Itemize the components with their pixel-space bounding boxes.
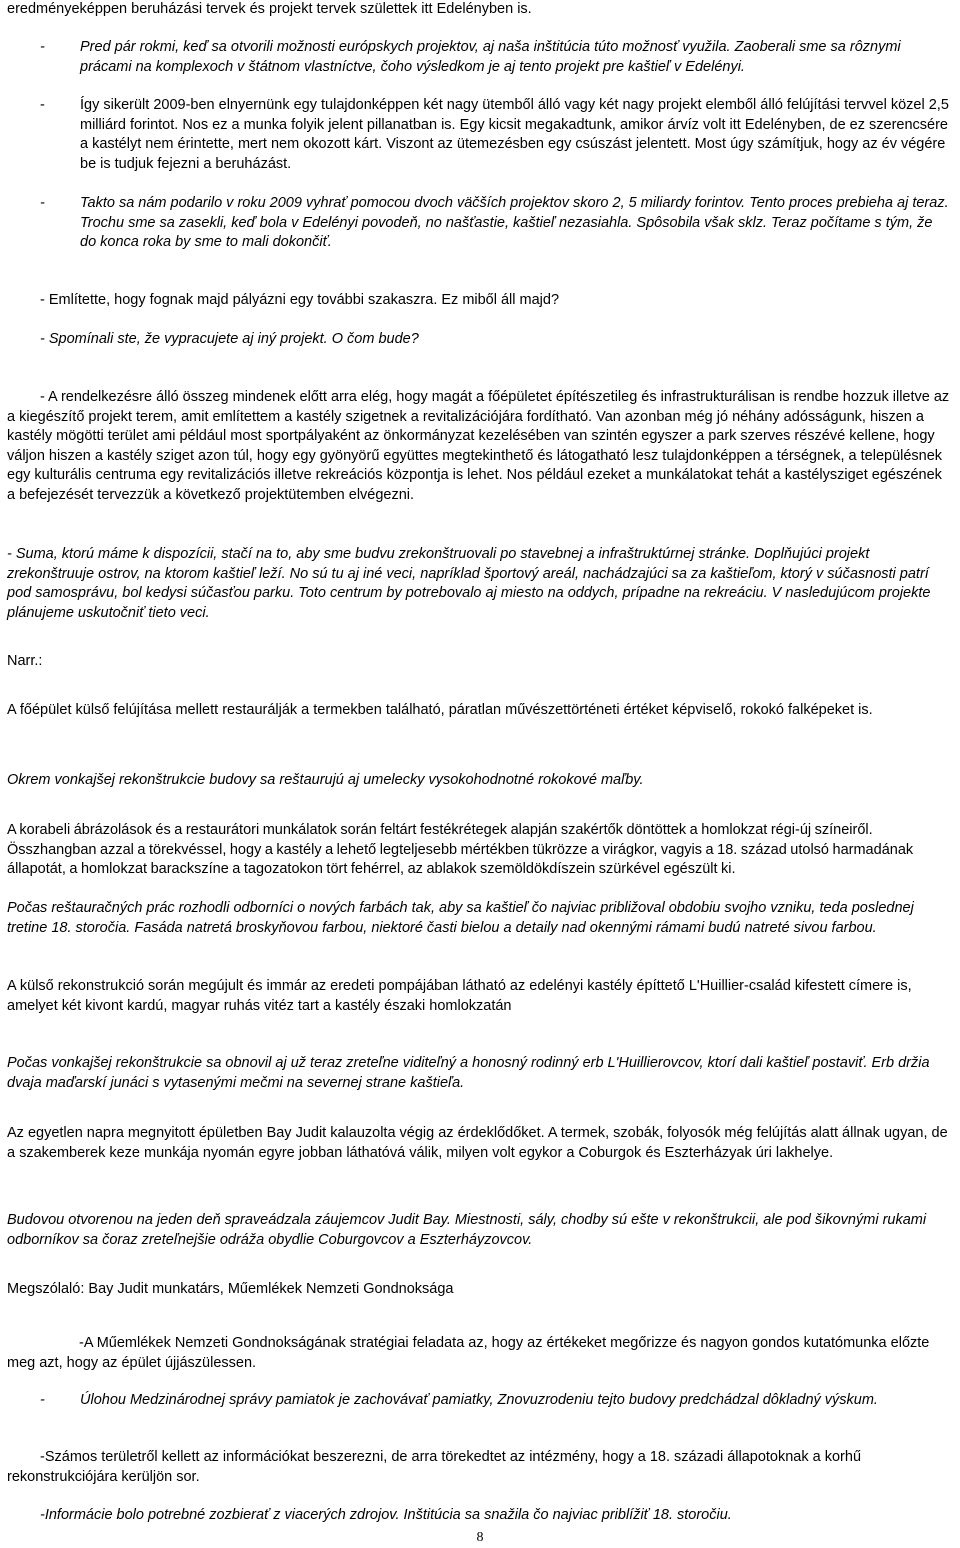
paragraph-2009-hu: Így sikerült 2009-ben elnyernünk egy tulajdonképpen két nagy ütemből álló vagy két nagy projekt elemből álló felújítási tervvel közel 2,5 milliárd forintot. Nos ez a munka folyik jelent pillanatban is. Egy kicsit megakadtunk, amikor árvíz volt itt Edelényben, de ez szerencsére a kastélyt nem érintette, mert nem okozott kárt. Viszont az ütemezésben egy csúszást jelentett. Most úgy számítjuk, hogy az év végére be is tudjuk fejezni a beruházást. [80,97,949,172]
narration-facade-hu: A főépület külső felújítása mellett restaurálják a termekben található, páratlan művészettörténeti értéket képviselő, rokokó falképeket is. [7,702,873,718]
bullet-dash: - [40,195,45,211]
question-hu: - Említette, hogy fognak majd pályázni egy további szakaszra. Ez miből áll majd? [40,292,560,308]
answer-sk: - Suma, ktorú máme k dispozícii, stačí na to, aby sme budvu zrekonštruovali po stavebnej a infraštruktúrnej stránke. Doplňujúci projekt zrekonštruuje ostrov, na ktorom kaštieľ leží. No sú tu aj iné veci, napríklad športový areál, nachádzajúci sa za kaštieľom, ktorý v súčasnosti patrí pod samosprávu, bol kedysi súčasťou parku. Toto centrum by potrebovalo aj miesto na oddych, prípadne na rekreáciu. V nasledujúcom projekte plánujeme uskutočniť tieto veci. [7,546,931,621]
narration-crest-hu: A külső rekonstrukció során megújult és immár az eredeti pompájában látható az edelényi kastély építtető L'Huillier-család kifestett címere is, amelyet két kivont kardú, magyar ruhás vitéz tart a kastély északi homlokzatán [7,978,912,1014]
narration-tour-hu: Az egyetlen napra megnyitott épületben Bay Judit kalauzolta végig az érdeklődőket. A termek, szobák, folyosók még felújítás alatt állnak ugyan, de a szakemberek keze munkája nyomán egyre jobban láthatóvá válik, milyen volt egykor a Coburgok és Eszterházyak úri lakhelye. [7,1125,948,1161]
paragraph-projects-sk: Pred pár rokmi, keď sa otvorili možnosti európskych projektov, aj naša inštitúcia túto možnosť využila. Zaoberali sme sa rôznymi prácami na komplexoch v štátnom vlastníctve, čoho výsledkom je aj tento projekt pre kaštieľ v Edelényi. [80,39,901,75]
bullet-speaker-quote-sk [7,1391,952,1411]
paragraph-intro-hu: eredményeképpen beruházási tervek és projekt tervek születtek itt Edelényben is. [7,1,532,17]
speaker-quote-sk: Úlohou Medzinárodnej správy pamiatok je zachovávať pamiatky, Znovuzrodeniu tejto budovy predchádzal dôkladný výskum. [80,1392,878,1408]
bullet-dash: - [40,1392,45,1408]
answer-hu: - A rendelkezésre álló összeg mindenek előtt arra elég, hogy magát a főépületet építészetileg és infrastrukturálisan is rendbe hozzuk illetve az a kiegészítő projekt terem, amit említettem a kastély szigetnek a revitalizációjára fordítható. Van azonban még jó néhány adósságunk, hiszen a kastély mögötti terület ami például most sportpályaként az önkormányzat kezelésében van szintén egyszer a park szerves részévé kellene, hogy váljon hiszen a kastély sziget azon túl, hogy egy gyönyörű együttes megtekinthető és látogatható lesz tulajdonképpen a térségnek, a településnek egy kulturális centruma egy revitalizációs illetve rekreációs központja is lehet. Nos például ezeket a munkálatokat tehát a kastélysziget egészének a befejezését tervezzük a következő projektütemben elvégezni. [7,389,950,503]
bullet-dash: - [40,39,45,55]
narrator-label: Narr.: [7,653,43,669]
paragraph-2009-sk: Takto sa nám podarilo v roku 2009 vyhrať pomocou dvoch väčších projektov skoro 2, 5 miliardy forintov. Tento proces prebieha aj teraz. Trochu sme sa zasekli, keď bola v Edelényi povodeň, no našťastie, kaštieľ nezasiahla. Spôsobila však sklz. Teraz počítame s tým, že do konca roka by sme to mali dokončiť. [80,195,949,250]
narration-facade-sk: Okrem vonkajšej rekonštrukcie budovy sa reštaurujú aj umelecky vysokohodnotné rokokové maľby. [7,772,644,788]
speaker-quote-hu: -A Műemlékek Nemzeti Gondnokságának stratégiai feladata az, hogy az értékeket megőrizze és nagyon gondos kutatómunka előzte meg azt, hogy az épület újjászülessen. [7,1335,930,1371]
bullet-2009-hu [7,96,952,174]
speaker-label: Megszólaló: Bay Judit munkatárs, Műemlékek Nemzeti Gondnoksága [7,1281,454,1297]
narration-crest-sk: Počas vonkajšej rekonštrukcie sa obnovil aj už teraz zreteľne viditeľný a honosný rodinný erb L'Huillierovcov, ktorí dali kaštieľ postaviť. Erb držia dvaja maďarskí junáci s vytasenými mečmi na severnej strane kaštieľa. [7,1055,930,1091]
bullet-2009-sk [7,194,952,253]
narration-colors-sk: Počas reštauračných prác rozhodli odborníci o nových farbách tak, aby sa kaštieľ čo najviac približoval obdobiu svojho vzniku, teda poslednej tretine 18. storočia. Fasáda natretá broskyňovou farbou, niektoré časti bielou a detaily nad okennými rámami budú natreté sivou farbou. [7,900,914,936]
speaker-quote2-sk: -Informácie bolo potrebné zozbierať z viacerých zdrojov. Inštitúcia sa snažila čo najviac priblížiť 18. storočiu. [40,1507,732,1523]
narration-colors-hu: A korabeli ábrázolások és a restaurátori munkálatok során feltárt festékrétegek alapján szakértők döntöttek a homlokzat régi-új színeiről. Összhangban azzal a törekvéssel, hogy a kastély a lehető legteljesebb mértékben tükrözze a virágkor, vagyis a 18. század utolsó harmadának állapotát, a homlokzat barackszíne a tagozatokon tört fehérrel, az ablakok szemöldökdíszein szürkével egészült ki. [7,822,914,877]
bullet-projects-sk [7,38,952,77]
page-number: 8 [476,1530,484,1545]
speaker-quote2-hu: -Számos területről kellett az információkat beszerezni, de arra törekedtet az intézmény, hogy a 18. századi állapotoknak a korhű rekonstrukciójára kerüljön sor. [7,1449,862,1485]
bullet-dash: - [40,97,45,113]
question-sk: - Spomínali ste, že vypracujete aj iný projekt. O čom bude? [40,331,419,347]
narration-tour-sk: Budovou otvorenou na jeden deň spraveádzala záujemcov Judit Bay. Miestnosti, sály, chodby sú ešte v rekonštrukcii, ale pod šikovnými rukami odborníkov sa čoraz zreteľnejšie odráža obydlie Coburgovcov a Eszterháyzovcov. [7,1212,927,1248]
